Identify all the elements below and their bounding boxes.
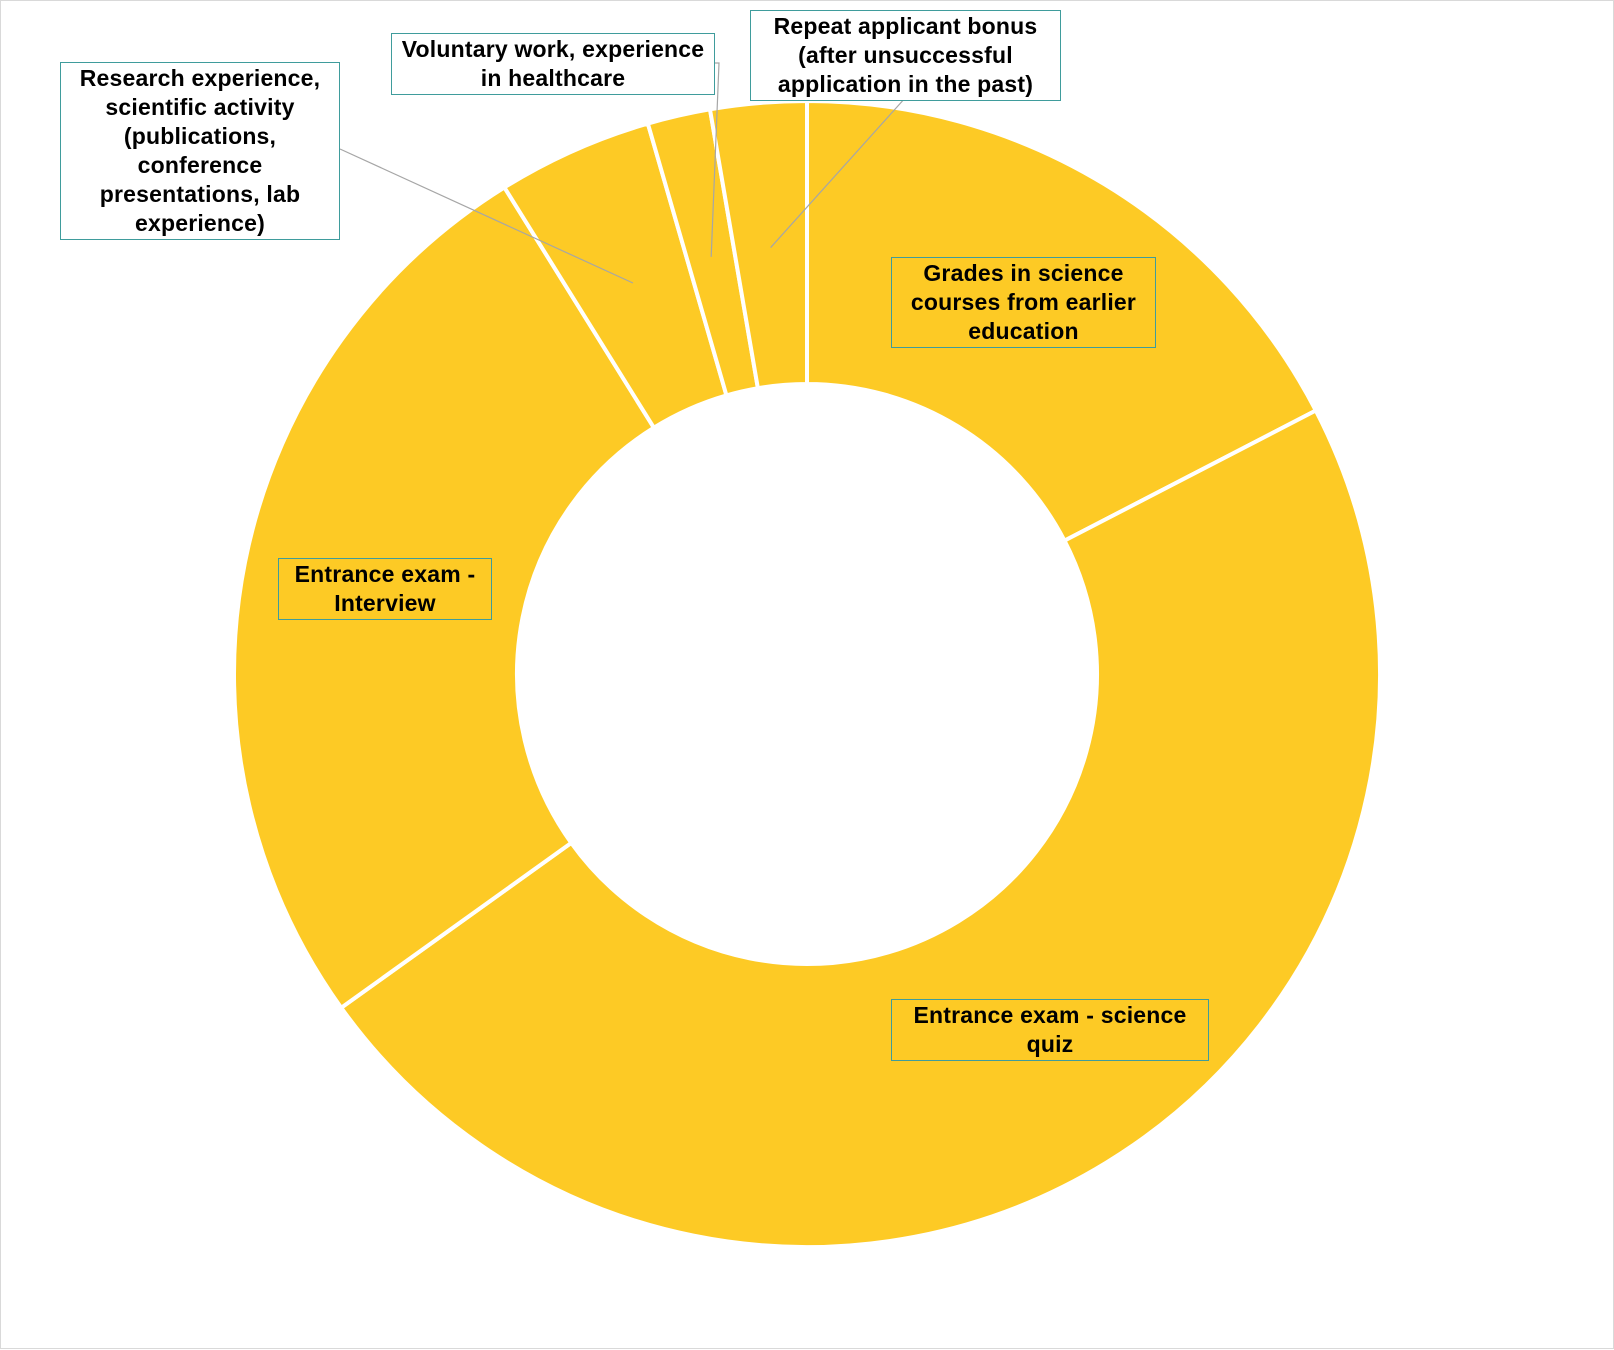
slice-label-grades: Grades in science courses from earlier education	[891, 257, 1156, 348]
slice-label-voluntary-work: Voluntary work, experience in healthcare	[391, 33, 715, 95]
slice-label-research: Research experience, scientific activity (publications, conference presentations, lab experience)	[60, 62, 340, 240]
slices-layer	[234, 101, 1380, 1247]
slice-label-interview: Entrance exam - Interview	[278, 558, 492, 620]
slice-label-repeat-applicant: Repeat applicant bonus (after unsuccessful application in the past)	[750, 10, 1061, 101]
slice-label-science-quiz: Entrance exam - science quiz	[891, 999, 1209, 1061]
